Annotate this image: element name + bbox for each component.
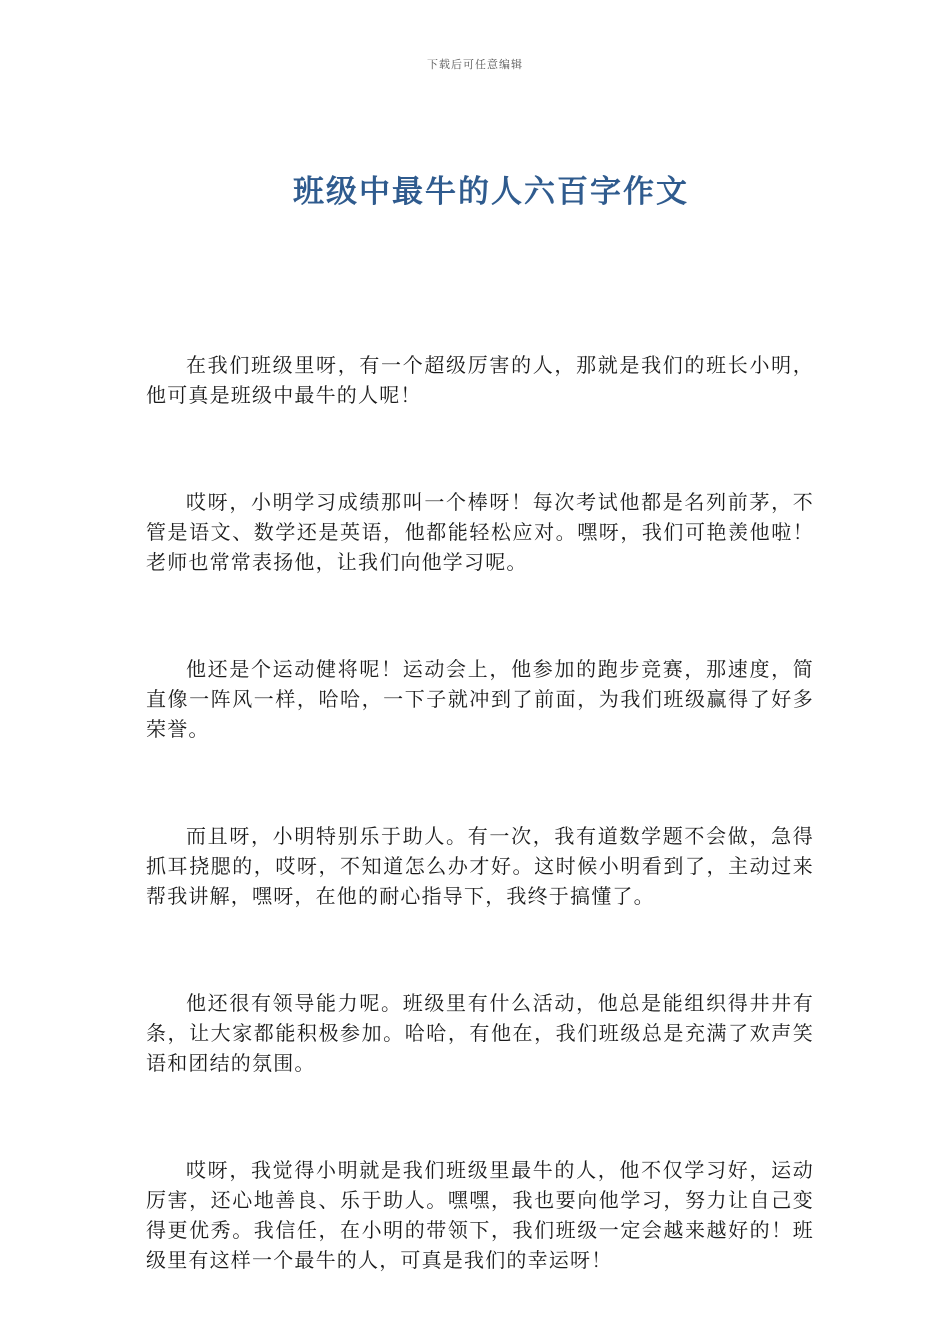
paragraph-1: 在我们班级里呀，有一个超级厉害的人，那就是我们的班长小明，他可真是班级中最牛的人呢！ (146, 353, 814, 407)
essay-body (146, 350, 814, 1275)
page-title: 班级中最牛的人六百字作文 (293, 174, 689, 210)
paragraph-3: 他还是个运动健将呢！运动会上，他参加的跑步竞赛，那速度，简直像一阵风一样，哈哈，一下子就冲到了前面，为我们班级赢得了好多荣誉。 (146, 657, 814, 741)
paragraph-6: 哎呀，我觉得小明就是我们班级里最牛的人，他不仅学习好，运动厉害，还心地善良、乐于助人。嘿嘿，我也要向他学习，努力让自己变得更优秀。我信任，在小明的带领下，我们班级一定会越来越好的！班级里有这样一个最牛的人，可真是我们的幸运呀！ (146, 1158, 814, 1272)
paragraph-2: 哎呀，小明学习成绩那叫一个棒呀！每次考试他都是名列前茅，不管是语文、数学还是英语，他都能轻松应对。嘿呀，我们可艳羡他啦！老师也常常表扬他，让我们向他学习呢。 (146, 490, 814, 574)
paragraph-5: 他还很有领导能力呢。班级里有什么活动，他总是能组织得井井有条，让大家都能积极参加。哈哈，有他在，我们班级总是充满了欢声笑语和团结的氛围。 (146, 991, 814, 1075)
paragraph-4: 而且呀，小明特别乐于助人。有一次，我有道数学题不会做，急得抓耳挠腮的，哎呀，不知道怎么办才好。这时候小明看到了，主动过来帮我讲解，嘿呀，在他的耐心指导下，我终于搞懂了。 (146, 824, 814, 908)
header-note: 下载后可任意编辑 (427, 58, 523, 71)
